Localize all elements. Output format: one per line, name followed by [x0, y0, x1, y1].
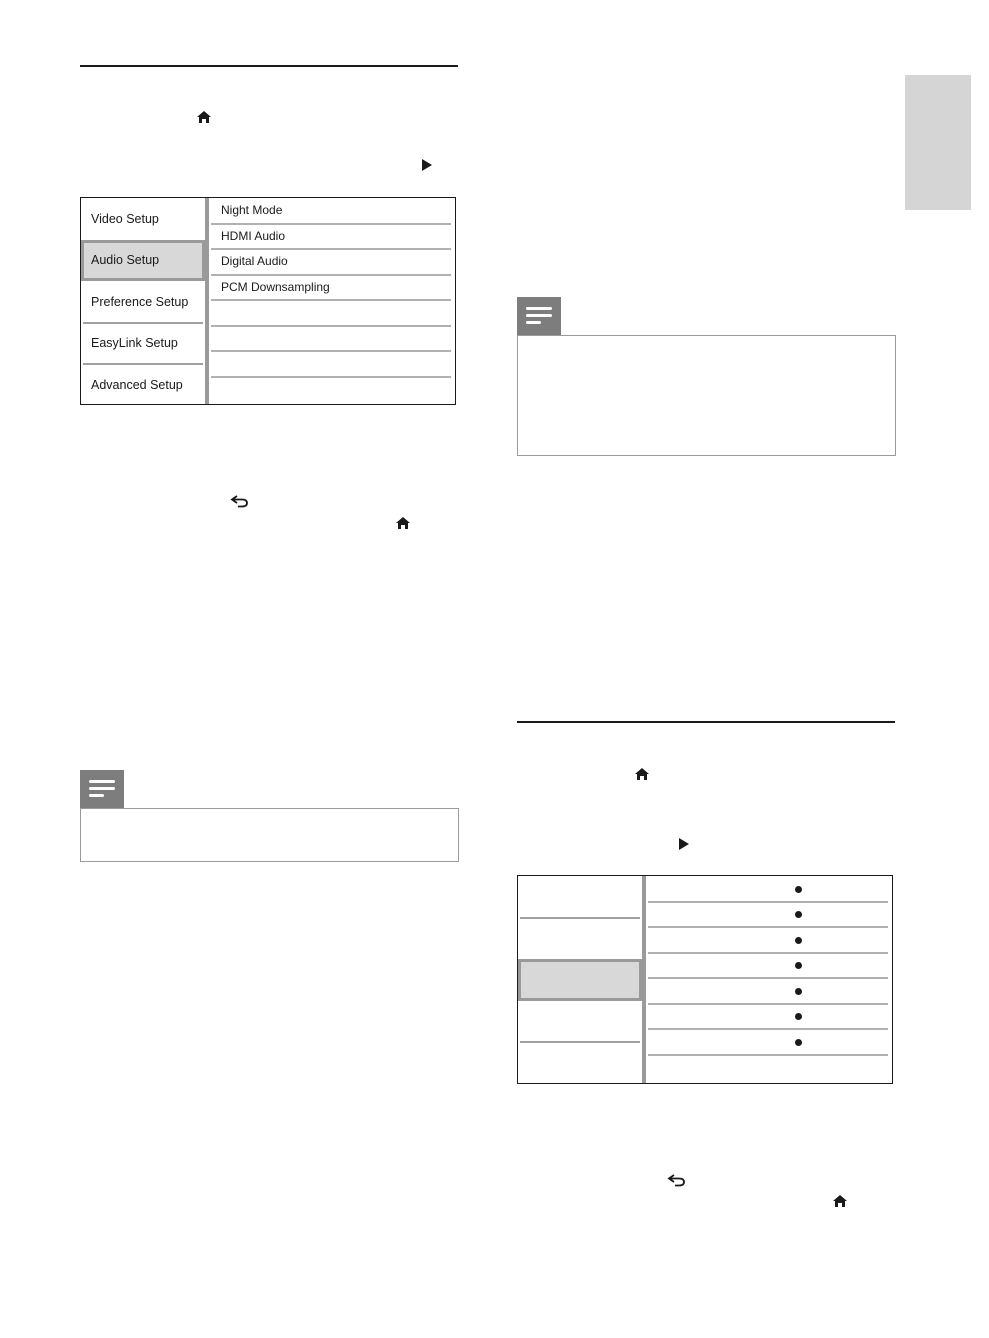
- menu-option-item[interactable]: [648, 1029, 888, 1055]
- menu-option-item[interactable]: PCM Downsampling: [221, 279, 330, 294]
- menu-column-divider: [205, 198, 209, 404]
- home-icon: [196, 110, 212, 124]
- menu-option-item[interactable]: HDMI Audio: [221, 228, 286, 243]
- menu-category-item[interactable]: Preference Setup: [91, 294, 189, 309]
- play-icon: [678, 837, 690, 851]
- menu-option-item[interactable]: [211, 351, 451, 377]
- menu-option-item[interactable]: [211, 300, 451, 326]
- note-icon: [80, 770, 124, 809]
- home-icon: [832, 1194, 848, 1208]
- menu-category-item[interactable]: [518, 959, 642, 1001]
- setup-menu-2: [517, 875, 893, 1084]
- menu-option-item[interactable]: Digital Audio: [221, 254, 288, 268]
- home-icon: [634, 767, 650, 781]
- section-rule-right: [517, 721, 895, 723]
- menu-option-item[interactable]: [648, 953, 888, 979]
- menu-option-item[interactable]: [211, 326, 451, 352]
- note-icon: [517, 297, 561, 336]
- menu-category-item[interactable]: [518, 1001, 642, 1043]
- home-icon: [395, 516, 411, 530]
- menu-column-divider: [642, 876, 646, 1083]
- menu-option-item[interactable]: [648, 902, 888, 928]
- menu-category-item[interactable]: Audio Setup: [81, 240, 205, 282]
- bullet-dot: [795, 937, 802, 944]
- back-icon: [230, 494, 249, 508]
- menu-option-item[interactable]: [648, 1004, 888, 1030]
- note-box: [80, 808, 459, 862]
- menu-option-item[interactable]: [648, 1055, 888, 1081]
- play-icon: [421, 158, 433, 172]
- bullet-dot: [795, 1039, 802, 1046]
- menu-option-item[interactable]: [648, 978, 888, 1004]
- menu-option-item[interactable]: [648, 876, 888, 902]
- menu-category-item[interactable]: Video Setup: [91, 211, 159, 226]
- back-icon: [667, 1173, 686, 1187]
- menu-option-item[interactable]: [211, 377, 451, 403]
- menu-category-item[interactable]: EasyLink Setup: [91, 336, 178, 351]
- menu-category-item[interactable]: [518, 876, 642, 918]
- menu-category-item[interactable]: [518, 1042, 642, 1084]
- menu-option-item[interactable]: [648, 927, 888, 953]
- section-rule-left: [80, 65, 458, 67]
- bullet-dot: [795, 988, 802, 995]
- menu-option-item[interactable]: Night Mode: [221, 203, 283, 217]
- note-box: [517, 335, 896, 456]
- audio-setup-menu: [80, 197, 456, 405]
- language-side-tab: [905, 75, 971, 210]
- menu-category-item[interactable]: [518, 918, 642, 960]
- menu-category-item[interactable]: Advanced Setup: [91, 377, 183, 392]
- bullet-dot: [795, 886, 802, 893]
